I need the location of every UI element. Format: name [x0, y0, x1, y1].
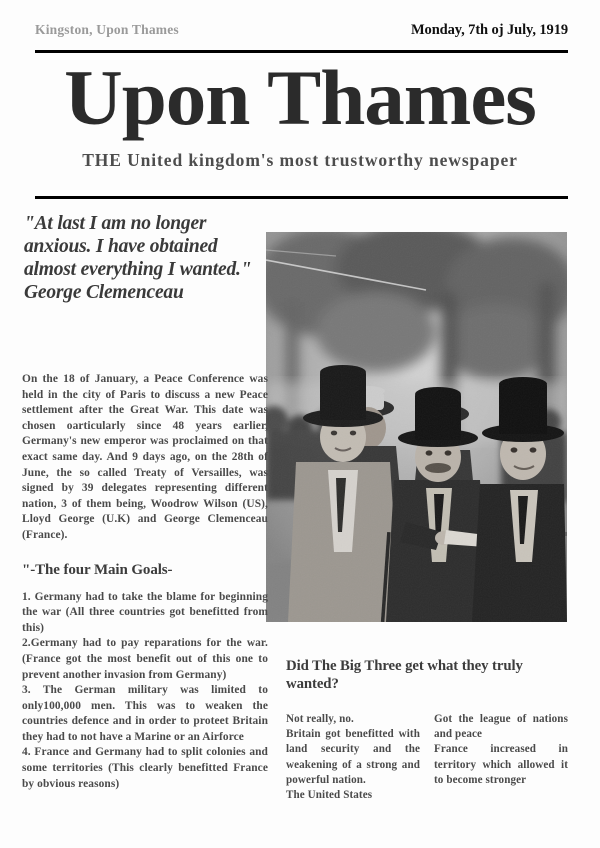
- goals-list: [22, 590, 268, 793]
- goals-heading: "-The four Main Goals-: [22, 561, 173, 578]
- dateline-row: [35, 22, 568, 44]
- article-body: On the 18 of January, a Peace Conference was held in the city of Paris to discuss a new Peace settlement after the Great War. This date was chosen oarticularly since 48 years earlier, Germany's new emperor was proclaimed on that exact same day. And 9 days ago, on the 28th of June, the so called Treaty of Versailles, was signed by 39 delegates representing different nation, 3 of them being, Woodrow Wilson (US), Lloyd George (U.K) and George Clemenceau (France).: [22, 373, 268, 541]
- answer-line: France increased in territory which allowed it to become stronger: [434, 743, 568, 786]
- photo-graphic: [266, 232, 567, 622]
- newspaper-tagline: THE United kingdom's most trustworthy newspaper: [82, 150, 518, 170]
- answer-line: Got the league of nations and peace: [434, 713, 568, 741]
- article-left-column: [22, 372, 268, 792]
- goal-item: 1. Germany had to take the blame for beginning the war (All three countries got benefitted from this): [22, 590, 268, 634]
- publication-place: Kingston, Upon Thames: [35, 22, 179, 37]
- pull-quote: "At last I am no longer anxious. I have obtained almost everything I wanted." George Clemenceau: [24, 213, 252, 303]
- issue-date: Monday, 7th oj July, 1919: [410, 22, 568, 38]
- header-rule-top: [35, 50, 568, 53]
- goal-item: 2.Germany had to pay reparations for the war. (France got the most benefit out of this one to prevent another invasion from Germany): [22, 637, 268, 681]
- answer-column-left: [286, 712, 420, 803]
- answer-line: The United States: [286, 789, 373, 802]
- answer-line: Britain got benefitted with land security and the weakening of a strong and powerful nation.: [286, 728, 420, 786]
- goal-item: 4. France and Germany had to split colonies and some territories (This clearly benefitted France by obvious reasons): [22, 746, 268, 790]
- newspaper-title: Upon Thames: [64, 54, 536, 141]
- answer-line: Not really, no.: [286, 713, 354, 725]
- big-three-section: [286, 657, 568, 693]
- header-rule-bottom: [35, 196, 568, 199]
- article-photograph: [266, 232, 567, 622]
- goal-item: 3. The German military was limited to only100,000 men. This was to weaken the countries defence and in order to proteet Britain they had to not have a Marine or an Airforce: [22, 684, 268, 743]
- big-three-answer-columns: [286, 712, 576, 803]
- answer-column-right: [434, 712, 568, 803]
- big-three-heading: Did The Big Three get what they truly wanted?: [286, 658, 523, 692]
